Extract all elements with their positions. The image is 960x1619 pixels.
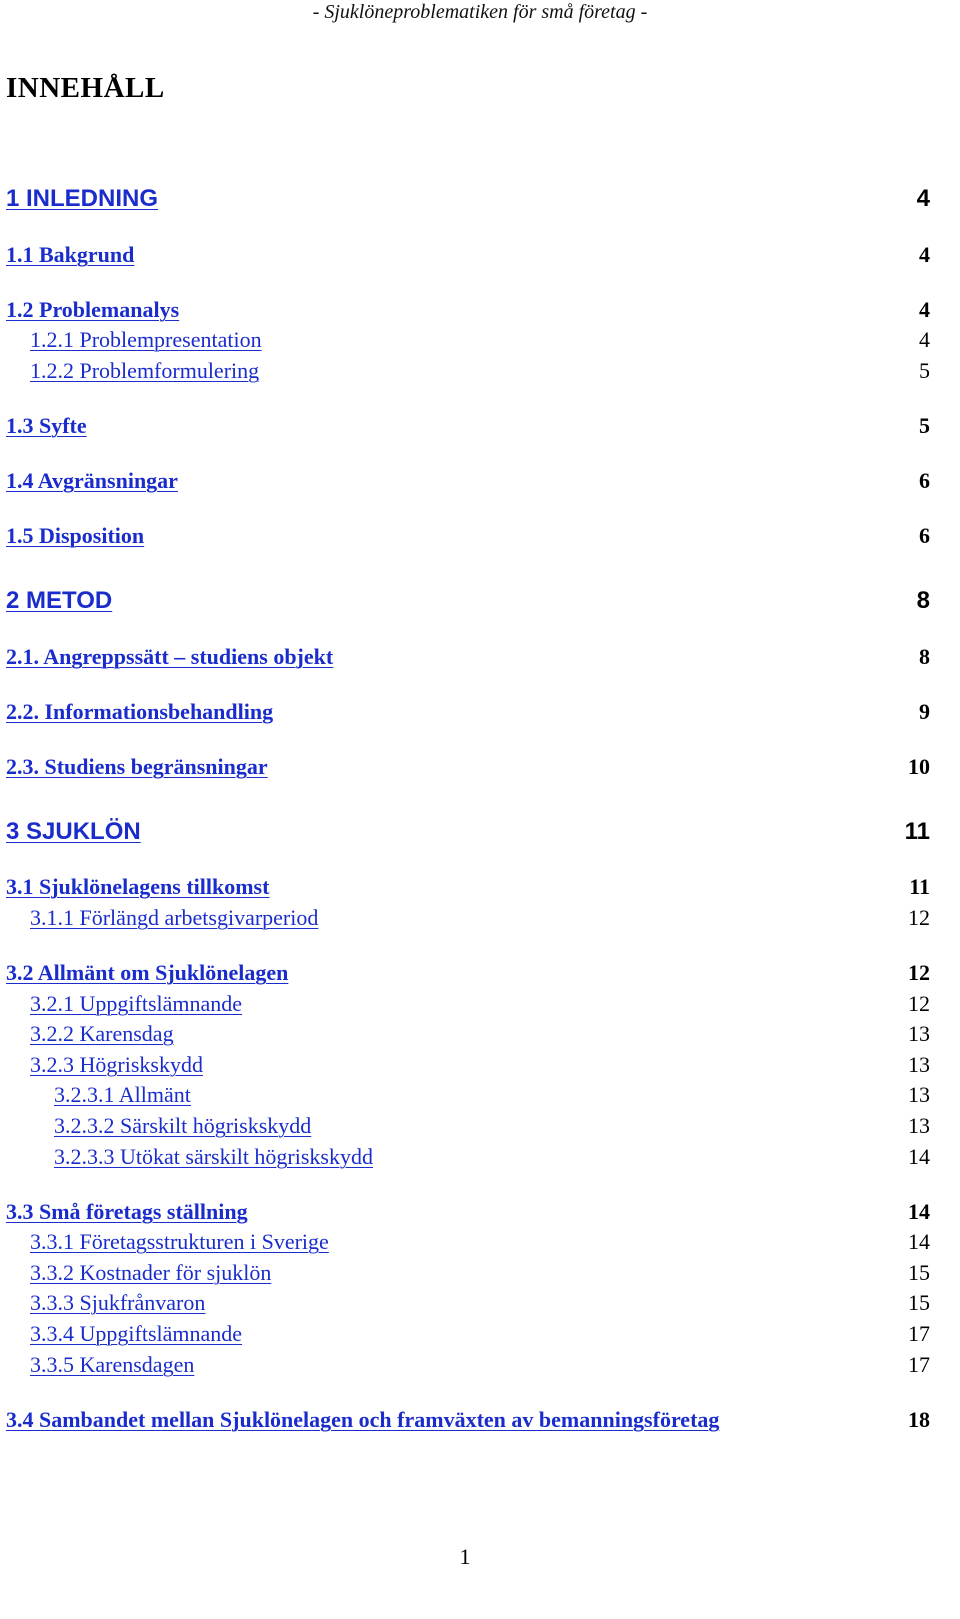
toc-entry-label bbox=[6, 587, 890, 615]
toc-entry-link[interactable]: 3.3.5 Karensdagen bbox=[30, 1352, 195, 1377]
toc-entry-label bbox=[6, 1352, 890, 1378]
toc-entry-label bbox=[6, 960, 890, 986]
toc-entry-link[interactable]: 3.3 Små företags ställning bbox=[6, 1199, 248, 1224]
toc-entry-page: 13 bbox=[908, 1082, 930, 1107]
toc-entry[interactable] bbox=[6, 750, 930, 784]
toc-entry-label bbox=[6, 644, 890, 670]
toc-entry-label bbox=[6, 699, 890, 725]
toc-entry[interactable] bbox=[6, 464, 930, 498]
toc-entry-link[interactable]: 3.2.1 Uppgiftslämnande bbox=[30, 991, 243, 1016]
toc-entry-label bbox=[6, 1290, 890, 1316]
toc-entry[interactable] bbox=[6, 293, 930, 327]
toc-entry-page: 14 bbox=[908, 1144, 930, 1169]
toc-entry-label bbox=[6, 1321, 890, 1347]
toc-entry-link[interactable]: 1.1 Bakgrund bbox=[6, 242, 135, 267]
toc-entry-label bbox=[6, 1407, 890, 1433]
toc-entry-page: 15 bbox=[908, 1290, 930, 1315]
toc-entry[interactable] bbox=[6, 1078, 930, 1112]
toc-entry[interactable] bbox=[6, 956, 930, 990]
toc-entry-label bbox=[6, 1260, 890, 1286]
toc-entry-link[interactable]: 3.1.1 Förlängd arbetsgivarperiod bbox=[30, 905, 319, 930]
toc-entry-page: 4 bbox=[919, 327, 930, 352]
toc-entry[interactable] bbox=[6, 1225, 930, 1259]
toc-entry-label bbox=[6, 991, 890, 1017]
toc-entry[interactable] bbox=[6, 815, 930, 849]
toc-entry[interactable] bbox=[6, 409, 930, 443]
toc-entry[interactable] bbox=[6, 1195, 930, 1229]
toc-entry-link[interactable]: 2 METOD bbox=[6, 587, 113, 614]
toc-entry-label bbox=[6, 185, 890, 213]
toc-entry[interactable] bbox=[6, 1109, 930, 1143]
toc-entry[interactable] bbox=[6, 695, 930, 729]
toc-entry-link[interactable]: 1 INLEDNING bbox=[6, 185, 159, 212]
toc-entry-link[interactable]: 3.4 Sambandet mellan Sjuklönelagen och framväxten av bemanningsföretag bbox=[6, 1407, 720, 1432]
toc-entry-page: 12 bbox=[908, 960, 930, 985]
toc-entry-label bbox=[6, 413, 890, 439]
toc-entry-link[interactable]: 3.2.3.1 Allmänt bbox=[54, 1082, 191, 1107]
toc-entry-link[interactable]: 1.3 Syfte bbox=[6, 413, 87, 438]
toc-entry-page: 18 bbox=[908, 1407, 930, 1432]
toc-entry-page: 12 bbox=[908, 991, 930, 1016]
toc-entry-page: 6 bbox=[919, 523, 930, 548]
toc-entry[interactable] bbox=[6, 901, 930, 935]
toc-entry-page: 4 bbox=[919, 242, 930, 267]
toc-entry-link[interactable]: 1.5 Disposition bbox=[6, 523, 145, 548]
toc-entry-page: 11 bbox=[909, 874, 930, 899]
toc-entry-page: 9 bbox=[919, 699, 930, 724]
toc-entry-page: 13 bbox=[908, 1021, 930, 1046]
toc-entry-label bbox=[6, 1021, 890, 1047]
toc-entry-label bbox=[6, 1113, 890, 1139]
toc-entry-link[interactable]: 1.2.1 Problempresentation bbox=[30, 327, 262, 352]
toc-entry-link[interactable]: 2.3. Studiens begränsningar bbox=[6, 754, 268, 779]
toc-entry-label bbox=[6, 523, 890, 549]
toc-entry-page: 5 bbox=[919, 358, 930, 383]
toc-entry-label bbox=[6, 1052, 890, 1078]
toc-entry-link[interactable]: 1.2.2 Problemformulering bbox=[30, 358, 260, 383]
toc-entry[interactable] bbox=[6, 323, 930, 357]
toc-entry-page: 6 bbox=[919, 468, 930, 493]
toc-entry[interactable] bbox=[6, 1017, 930, 1051]
toc-entry-link[interactable]: 1.2 Problemanalys bbox=[6, 297, 180, 322]
toc-entry[interactable] bbox=[6, 640, 930, 674]
toc-entry[interactable] bbox=[6, 1286, 930, 1320]
toc-entry-page: 8 bbox=[916, 587, 930, 614]
toc-entry-link[interactable]: 1.4 Avgränsningar bbox=[6, 468, 178, 493]
toc-entry-link[interactable]: 2.1. Angreppssätt – studiens objekt bbox=[6, 644, 334, 669]
toc-entry-link[interactable]: 3.1 Sjuklönelagens tillkomst bbox=[6, 874, 270, 899]
toc-entry-label bbox=[6, 1199, 890, 1225]
toc-entry-link[interactable]: 3.3.1 Företagsstrukturen i Sverige bbox=[30, 1229, 329, 1254]
toc-entry-link[interactable]: 3.2 Allmänt om Sjuklönelagen bbox=[6, 960, 289, 985]
toc-entry[interactable] bbox=[6, 519, 930, 553]
toc-entry[interactable] bbox=[6, 182, 930, 216]
toc-entry-link[interactable]: 3.3.3 Sjukfrånvaron bbox=[30, 1290, 206, 1315]
page-number: 1 bbox=[459, 1544, 471, 1569]
toc-entry-page: 14 bbox=[908, 1229, 930, 1254]
toc-entry-page: 5 bbox=[919, 413, 930, 438]
toc-entry-label bbox=[6, 358, 890, 384]
toc-entry[interactable] bbox=[6, 1317, 930, 1351]
toc-entry-label bbox=[6, 754, 890, 780]
toc-entry[interactable] bbox=[6, 870, 930, 904]
toc-entry-label bbox=[6, 1082, 890, 1108]
toc-entry[interactable] bbox=[6, 1140, 930, 1174]
toc-entry[interactable] bbox=[6, 1403, 930, 1437]
toc-entry-label bbox=[6, 1229, 890, 1255]
toc-heading: INNEHÅLL bbox=[6, 72, 165, 104]
toc-entry-link[interactable]: 3.2.3.3 Utökat särskilt högriskskydd bbox=[54, 1144, 373, 1169]
toc-entry-link[interactable]: 3.2.3 Högriskskydd bbox=[30, 1052, 203, 1077]
toc-entry-page: 11 bbox=[904, 818, 930, 845]
running-header: - Sjuklöneproblematiken för små företag - bbox=[312, 1, 648, 23]
toc-entry-link[interactable]: 3 SJUKLÖN bbox=[6, 818, 141, 845]
toc-entry[interactable] bbox=[6, 1256, 930, 1290]
toc-entry-page: 17 bbox=[908, 1352, 930, 1377]
toc-entry-label bbox=[6, 818, 890, 846]
toc-entry-label bbox=[6, 242, 890, 268]
toc-entry-page: 10 bbox=[908, 754, 930, 779]
toc-entry-page: 13 bbox=[908, 1052, 930, 1077]
toc-entry[interactable] bbox=[6, 1348, 930, 1382]
toc-entry-label bbox=[6, 905, 890, 931]
toc-entry[interactable] bbox=[6, 354, 930, 388]
toc-entry-label bbox=[6, 874, 890, 900]
toc-entry-page: 12 bbox=[908, 905, 930, 930]
toc-entry-link[interactable]: 3.3.2 Kostnader för sjuklön bbox=[30, 1260, 272, 1285]
toc-entry[interactable] bbox=[6, 987, 930, 1021]
toc-entry-page: 8 bbox=[919, 644, 930, 669]
toc-entry-page: 13 bbox=[908, 1113, 930, 1138]
toc-entry-page: 15 bbox=[908, 1260, 930, 1285]
toc-entry[interactable] bbox=[6, 1048, 930, 1082]
toc-entry-link[interactable]: 3.2.3.2 Särskilt högriskskydd bbox=[54, 1113, 312, 1138]
toc-entry-label bbox=[6, 1144, 890, 1170]
toc-entry-link[interactable]: 3.2.2 Karensdag bbox=[30, 1021, 174, 1046]
toc-entry-label bbox=[6, 327, 890, 353]
toc-entry-link[interactable]: 3.3.4 Uppgiftslämnande bbox=[30, 1321, 243, 1346]
toc-entry-page: 14 bbox=[908, 1199, 930, 1224]
toc-entry-label bbox=[6, 468, 890, 494]
toc-entry-link[interactable]: 2.2. Informationsbehandling bbox=[6, 699, 274, 724]
toc-entry-page: 4 bbox=[916, 185, 930, 212]
toc-entry-page: 4 bbox=[919, 297, 930, 322]
toc-entry[interactable] bbox=[6, 238, 930, 272]
toc-entry-page: 17 bbox=[908, 1321, 930, 1346]
toc-entry[interactable] bbox=[6, 584, 930, 618]
toc-entry-label bbox=[6, 297, 890, 323]
